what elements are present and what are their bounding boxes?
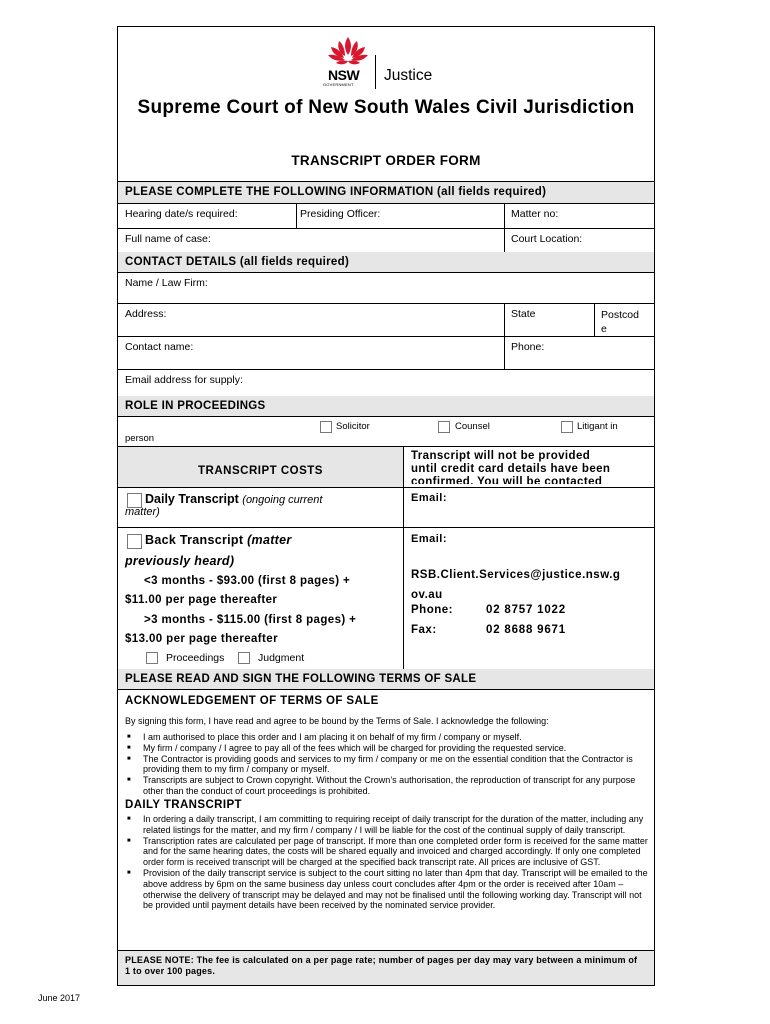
back-transcript-label: Back Transcript: [145, 533, 244, 547]
back-transcript-note-cont: previously heard): [125, 554, 235, 568]
hearing-dates-field[interactable]: Hearing date/s required:: [125, 208, 238, 220]
rule: [594, 303, 595, 336]
list-item: ■ The Contractor is providing goods and services to my firm / company or me on the essential condition that the Contractor is providing them to my firm / company or myself.: [118, 754, 648, 776]
back-transcript-note: (matter: [247, 533, 292, 547]
logo-government-text: GOVERNMENT: [323, 82, 354, 87]
rule: [118, 336, 654, 337]
service-fax-label: Fax:: [411, 624, 437, 636]
ack-heading: ACKNOWLEDGEMENT OF TERMS OF SALE: [125, 695, 379, 707]
waratah-logo-icon: [322, 35, 374, 71]
fee-note: PLEASE NOTE: The fee is calculated on a per page rate; number of pages per day may vary between a minimum of 1 to over 100 pages.: [125, 955, 638, 976]
notice-line-1: Transcript will not be provided: [411, 450, 591, 462]
rule: [403, 446, 404, 674]
email-supply-field[interactable]: Email address for supply:: [125, 374, 243, 386]
page-title-text: Supreme Court of New South Wales Civil Jurisdiction: [137, 97, 635, 118]
court-location-field[interactable]: Court Location:: [511, 233, 583, 245]
postcode-field[interactable]: [601, 308, 639, 336]
name-law-firm-field[interactable]: Name / Law Firm:: [125, 277, 208, 289]
back-transcript-checkbox[interactable]: [127, 534, 142, 549]
transcript-order-form: [117, 26, 655, 986]
matter-no-field[interactable]: Matter no:: [511, 208, 559, 220]
judgment-checkbox[interactable]: [238, 652, 250, 664]
proceedings-checkbox[interactable]: [146, 652, 158, 664]
rule: [118, 487, 654, 488]
contact-name-field[interactable]: Contact name:: [125, 341, 194, 353]
daily-transcript-terms-list: [118, 814, 648, 911]
rule: [118, 203, 654, 204]
rule: [118, 228, 654, 229]
service-email: [411, 565, 620, 605]
service-email-line-1: RSB.Client.Services@justice.nsw.g: [411, 569, 621, 581]
rule: [296, 203, 297, 228]
state-field[interactable]: State: [511, 308, 536, 320]
logo-nsw-text: NSW: [328, 67, 360, 83]
counsel-checkbox[interactable]: [438, 421, 450, 433]
list-item: ■ Provision of the daily transcript service is subject to the court sitting no later than 4pm that day. Transcript will be emailed to the above address by 6pm on the same business day unless court concludes after 4pm or the order is received after 10am – otherwise the delivery of transcript may be delayed and may not be finalised until the following working day. Transcript will not be provided until payment details have been received by the nominated service provider.: [118, 868, 648, 911]
list-item: ■ My firm / company / I agree to pay all of the fees which will be charged for providing the requested service.: [118, 743, 648, 754]
person-label: person: [125, 433, 155, 444]
daily-transcript-note: (ongoing current: [242, 494, 323, 506]
transcript-costs-heading: [118, 461, 403, 479]
proceedings-label: Proceedings: [166, 652, 225, 664]
terms-intro: By signing this form, I have read and agree to be bound by the Terms of Sale. I acknowledge the following:: [125, 716, 549, 726]
footer-date: June 2017: [38, 993, 81, 1003]
solicitor-checkbox[interactable]: [320, 421, 332, 433]
daily-email-field[interactable]: Email:: [411, 492, 448, 504]
daily-transcript-label: Daily Transcript: [145, 492, 239, 506]
postcode-label-part1: Postcod: [601, 309, 639, 321]
solicitor-label: Solicitor: [336, 421, 370, 432]
list-item: ■ In ordering a daily transcript, I am committing to requiring receipt of daily transcript for the duration of the matter, including any related listings for the matter, and my firm / company / I will be liable for the cost of the continual supply of daily transcript.: [118, 814, 648, 836]
list-item: ■ I am authorised to place this order and I am placing it on behalf of my firm / company or myself.: [118, 732, 648, 743]
presiding-officer-field[interactable]: Presiding Officer:: [300, 208, 381, 220]
judgment-label: Judgment: [258, 652, 305, 664]
service-fax-value: 02 8688 9671: [486, 624, 566, 636]
rule: [118, 527, 654, 528]
litigant-label: Litigant in: [577, 421, 618, 432]
info-section-heading: PLEASE COMPLETE THE FOLLOWING INFORMATION (all fields required): [125, 186, 547, 198]
page-title: [118, 97, 654, 119]
postcode-label-part2: e: [601, 323, 607, 335]
form-subtitle: TRANSCRIPT ORDER FORM: [291, 153, 481, 168]
rule: [118, 303, 654, 304]
contact-section-heading: CONTACT DETAILS (all fields required): [125, 256, 350, 268]
price-under-3-months: <3 months - $93.00 (first 8 pages) +: [144, 575, 351, 587]
daily-transcript-note-cont: matter): [125, 506, 160, 518]
rule: [118, 181, 654, 182]
rule: [118, 416, 654, 417]
list-item: ■ Transcripts are subject to Crown copyright. Without the Crown’s authorisation, the reproduction of transcript for any purpose other than the conduct of court proceedings is prohibited.: [118, 775, 648, 797]
role-section-heading: ROLE IN PROCEEDINGS: [125, 400, 266, 412]
credit-card-notice: [411, 450, 651, 484]
list-item: ■ Transcription rates are calculated per page of transcript. If more than one completed order form is received for the same matter and for the same hearing dates, the costs will be shared equally and invoiced and charged accordingly. If only one completed order form is received transcript will be charged at the specified back transcript rate. All prices are inclusive of GST.: [118, 836, 648, 868]
price-over-3-months-cont: $13.00 per page thereafter: [125, 633, 278, 645]
back-email-field[interactable]: Email:: [411, 533, 448, 545]
phone-field[interactable]: Phone:: [511, 341, 545, 353]
litigant-in-person-checkbox[interactable]: [561, 421, 573, 433]
rule: [118, 369, 654, 370]
logo-divider: [375, 55, 376, 89]
service-email-line-2: ov.au: [411, 589, 443, 601]
daily-transcript-heading: DAILY TRANSCRIPT: [125, 799, 242, 811]
service-phone-label: Phone:: [411, 604, 453, 616]
price-over-3-months: >3 months - $115.00 (first 8 pages) +: [144, 614, 357, 626]
price-under-3-months-cont: $11.00 per page thereafter: [125, 594, 278, 606]
rule: [118, 689, 654, 690]
counsel-label: Counsel: [455, 421, 490, 432]
service-phone-value: 02 8757 1022: [486, 604, 566, 616]
logo-justice-text: Justice: [384, 67, 433, 84]
full-name-of-case-field[interactable]: Full name of case:: [125, 233, 211, 245]
terms-section-heading: PLEASE READ AND SIGN THE FOLLOWING TERMS OF SALE: [125, 673, 477, 685]
back-transcript-option: [145, 533, 292, 547]
notice-line-2: until credit card details have been: [411, 463, 611, 475]
rule: [118, 272, 654, 273]
acknowledgement-list: [118, 732, 648, 797]
daily-transcript-option: [145, 492, 322, 506]
transcript-costs-heading-text: TRANSCRIPT COSTS: [198, 465, 323, 477]
address-field[interactable]: Address:: [125, 308, 167, 320]
notice-line-3: confirmed. You will be contacted: [411, 476, 603, 484]
